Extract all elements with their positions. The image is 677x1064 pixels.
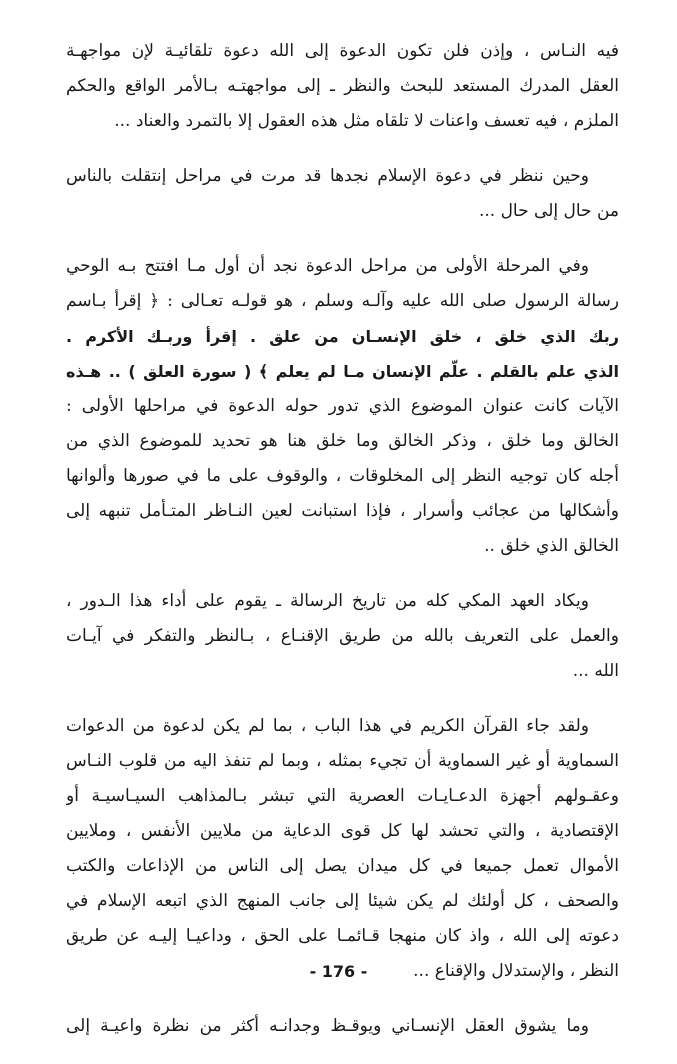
text-line: الإقتصادية ، والتي تحشد لها كل قوى الدعاية من ملايين الأنفس ، وملايين: [66, 821, 619, 841]
text-line: وعقـولهم أجهزة الدعـايـات العصرية التي تبشر بـالمذاهب السيـاسيـة أو: [66, 786, 619, 806]
paragraph-1: [66, 34, 619, 139]
paragraph-3: [66, 249, 619, 564]
text-line: دعوته إلى الله ، واذ كان منهجا قـائمـا على الحق ، وداعيـا إليـه عن طريق: [66, 926, 619, 946]
text-line: الله ...: [572, 661, 619, 681]
quran-verse-line: ربك الذي خلق ، خلق الإنسـان من علق . إقرأ وربـك الأكرم .: [66, 327, 619, 346]
text-line: من حال إلى حال ...: [478, 201, 619, 221]
text-line: فيه النـاس ، وإذن فلن تكون الدعوة إلى الله دعوة تلقائيـة لإن مواجهـة: [66, 41, 619, 61]
quran-verse-line: الذي علم بالقلم . علّم الإنسان مـا لم يعلم ﴾ ( سورة العلق ) .. هـذه: [66, 362, 619, 381]
text-line: والصحف ، كل أولئك لم يكن شيئا إلى جانب المنهج الذي اتبعه الإسلام في: [66, 891, 619, 911]
text-line: والعمل على التعريف بالله من طريق الإقنـاع ، بـالنظر والتفكر في آيـات: [66, 626, 619, 646]
text-line: رسالة الرسول صلى الله عليه وآلـه وسلم ، هو قولـه تعـالى : ﴿ إقرأ بـاسم: [66, 291, 619, 311]
page-number: - 176 -: [309, 962, 368, 981]
text-line: وحين ننظر في دعوة الإسلام نجدها قد مرت في مراحل إنتقلت بالناس: [66, 166, 589, 186]
text-line: الخالق الذي خلق ..: [484, 536, 619, 556]
text-line: وفي المرحلة الأولى من مراحل الدعوة نجد أن أول مـا افتتح بـه الوحي: [66, 256, 589, 276]
text-line: الملزم ، فيه تعسف واعنات لا تلقاه مثل هذه العقول إلا بالتمرد والعناد ...: [114, 111, 619, 131]
text-line: وأشكالها من عجائب وأسرار ، فإذا استبانت لعين النـاظر المتـأمل تنبهه إلى: [66, 501, 619, 521]
text-line: وما يشوق العقل الإنسـاني ويوقـظ وجدانـه أكثر من نظرة واعيـة إلى: [66, 1016, 589, 1036]
paragraph-2: [66, 159, 619, 229]
paragraph-4: [66, 584, 619, 689]
paragraph-5: [66, 709, 619, 989]
page-body: [66, 34, 619, 1064]
text-line: أجله كان توجيه النظر إلى المخلوقات ، والوقوف على ما في صورها وألوانها: [66, 466, 619, 486]
text-line: العقل المدرك المستعد للبحث والنظر ـ إلى مواجهتـه بـالأمر الواقع والحكم: [66, 76, 619, 96]
text-line: الأموال تعمل جميعا في كل ميدان يصل إلى الناس من الإذاعات والكتب: [66, 856, 619, 876]
text-line: ويكاد العهد المكي كله من تاريخ الرسالة ـ يقوم على أداء هذا الـدور ،: [66, 591, 589, 611]
text-line: الخالق وما خلق ، وذكر الخالق وما خلق هنا هو تحديد للموضوع الذي من: [66, 431, 619, 451]
paragraph-6: [66, 1009, 619, 1044]
text-line: ولقد جاء القرآن الكريم في هذا الباب ، بما لم يكن لدعوة من الدعوات: [66, 716, 589, 736]
text-line: النظر ، والإستدلال والإقناع ...: [413, 961, 619, 981]
text-line: السماوية أو غير السماوية أن تجيء بمثله ، وبما لم تنفذ اليه من قلوب النـاس: [66, 751, 619, 771]
text-line: الآيات كانت عنوان الموضوع الذي تدور حوله الدعوة في مراحلها الأولى :: [66, 396, 619, 416]
